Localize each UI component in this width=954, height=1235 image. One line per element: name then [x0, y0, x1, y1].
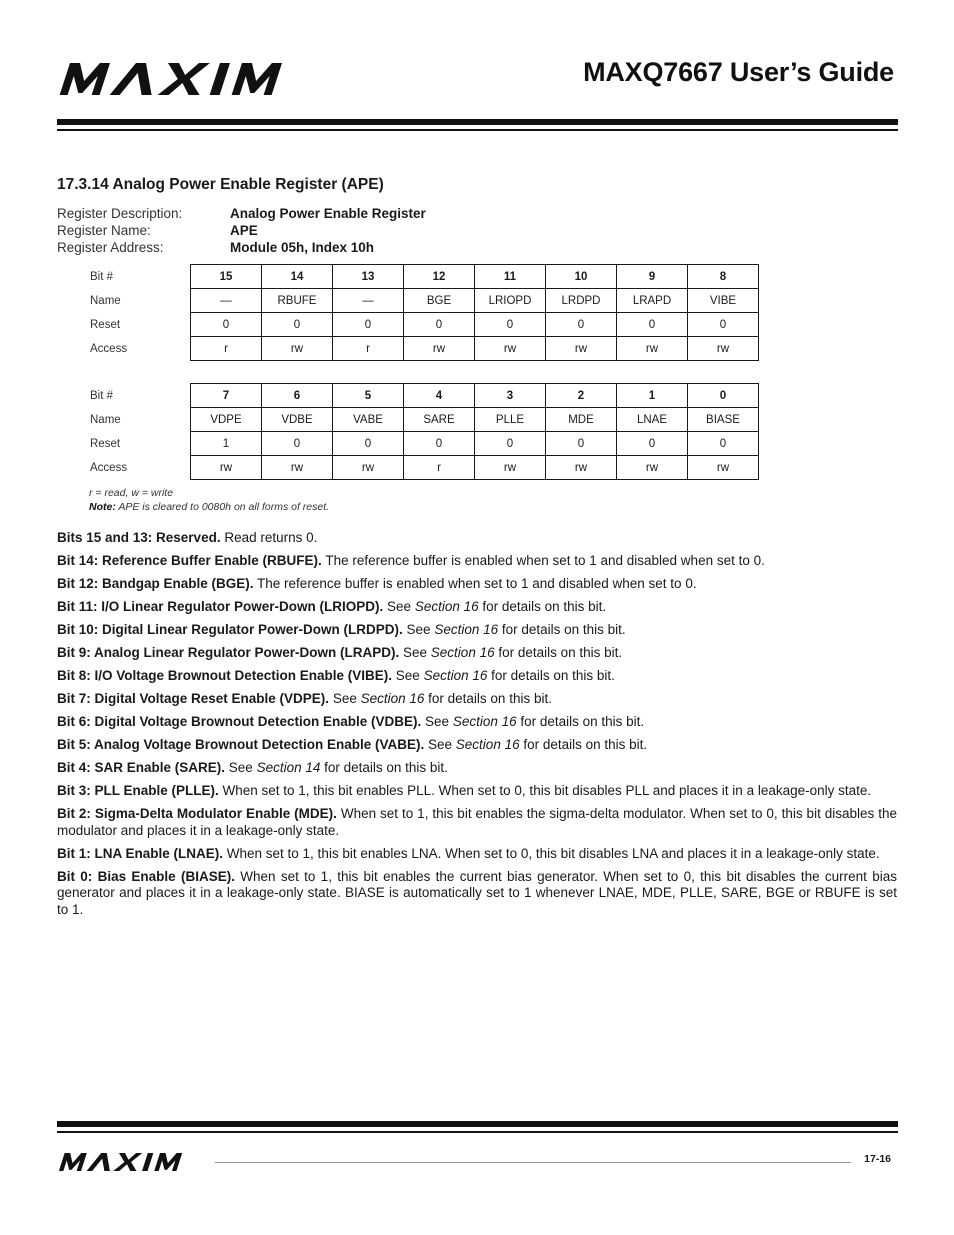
bit-description-text: See [329, 691, 361, 706]
bit-name-row-label: Name [90, 294, 121, 307]
bit-description-text: See [424, 737, 456, 752]
access-type-cell: rw [688, 337, 759, 361]
bit-description [57, 806, 897, 839]
header-rule-thick [57, 119, 898, 125]
page-number: 17-16 [864, 1153, 891, 1165]
bit-descriptions [57, 530, 897, 925]
access-type-cell: rw [262, 456, 333, 480]
register-info [57, 205, 426, 256]
maxim-footer-logo [58, 1153, 206, 1171]
bit-description-text: See [225, 760, 257, 775]
reset-value-cell: 0 [262, 432, 333, 456]
bit-number-row-label: Bit # [90, 389, 114, 402]
bit-name-cell: RBUFE [262, 289, 333, 313]
reset-note [89, 500, 329, 514]
bit-description [57, 668, 897, 685]
bit-description [57, 691, 897, 708]
bit-name-row [90, 289, 759, 313]
bit-number-cell: 15 [191, 265, 262, 289]
section-reference: Section 16 [455, 737, 520, 752]
bit-description-title: Bits 15 and 13: Reserved. [57, 530, 221, 545]
access-type-cell: rw [333, 456, 404, 480]
access-type-cell: r [404, 456, 475, 480]
bit-number-cell: 6 [262, 384, 333, 408]
bit-name-cell: LRDPD [546, 289, 617, 313]
section-heading: 17.3.14 Analog Power Enable Register (APE) [57, 176, 384, 193]
bit-description-title: Bit 4: SAR Enable (SARE). [57, 760, 226, 775]
access-type-cell: rw [475, 337, 546, 361]
register-name-label: Register Name: [57, 223, 151, 238]
access-type-cell: r [191, 337, 262, 361]
register-description-label: Register Description: [57, 206, 183, 221]
reset-value-cell: 0 [475, 313, 546, 337]
reset-value-cell: 0 [262, 313, 333, 337]
reset-value-cell: 1 [191, 432, 262, 456]
table-legend [89, 486, 329, 514]
access-type-cell: rw [404, 337, 475, 361]
bit-description [57, 846, 897, 863]
bit-description [57, 714, 897, 731]
bit-description-text: See [402, 622, 435, 637]
bit-name-row [90, 408, 759, 432]
bit-name-cell: VDBE [262, 408, 333, 432]
bit-description-text: When set to 1, this bit enables LNA. When set to 0, this bit disables LNA and places it in a leakage-only state. [223, 845, 880, 861]
bit-number-cell: 13 [333, 265, 404, 289]
access-type-row-label: Access [90, 342, 128, 355]
bit-description-tail: for details on this bit. [519, 737, 648, 752]
reset-value-cell: 0 [404, 313, 475, 337]
bit-number-cell: 11 [475, 265, 546, 289]
bit-number-cell: 9 [617, 265, 688, 289]
bit-description-title: Bit 5: Analog Voltage Brownout Detection Enable (VABE). [57, 737, 425, 752]
bit-description [57, 737, 897, 754]
bit-name-cell: VIBE [688, 289, 759, 313]
register-address-label: Register Address: [57, 240, 164, 255]
bit-description [57, 869, 897, 919]
bit-number-cell: 5 [333, 384, 404, 408]
note-label: Note: [89, 501, 116, 513]
bit-description-tail: for details on this bit. [424, 691, 552, 706]
section-reference: Section 16 [452, 714, 517, 729]
bit-description-title: Bit 9: Analog Linear Regulator Power-Down (LRAPD). [57, 645, 400, 660]
access-type-cell: r [333, 337, 404, 361]
bit-name-cell: — [333, 289, 404, 313]
bit-name-cell: — [191, 289, 262, 313]
section-reference: Section 16 [423, 668, 488, 683]
bit-description [57, 760, 897, 777]
bit-description-title: Bit 3: PLL Enable (PLLE). [57, 783, 219, 798]
bit-number-cell: 4 [404, 384, 475, 408]
reset-value-cell: 0 [688, 432, 759, 456]
access-type-row-label: Access [90, 461, 128, 474]
bit-description-text: Read returns 0. [220, 530, 318, 545]
bit-number-cell: 1 [617, 384, 688, 408]
access-type-cell: rw [191, 456, 262, 480]
bit-number-row [90, 384, 759, 408]
access-type-cell: rw [617, 337, 688, 361]
section-reference: Section 16 [360, 691, 425, 706]
bit-description-title: Bit 1: LNA Enable (LNAE). [57, 845, 224, 861]
bit-description-title: Bit 2: Sigma-Delta Modulator Enable (MDE). [57, 806, 337, 821]
bit-description-title: Bit 6: Digital Voltage Brownout Detection Enable (VDBE). [57, 714, 422, 729]
bit-description [57, 783, 897, 800]
bit-description-tail: for details on this bit. [478, 599, 607, 614]
reset-value-cell: 0 [546, 313, 617, 337]
footer-rule-thin [57, 1131, 898, 1133]
footer-line [215, 1162, 851, 1163]
bit-name-cell: VDPE [191, 408, 262, 432]
bit-name-cell: BGE [404, 289, 475, 313]
register-address-row [57, 239, 426, 256]
access-type-cell: rw [546, 337, 617, 361]
bit-name-cell: LRIOPD [475, 289, 546, 313]
register-address-value: Module 05h, Index 10h [230, 240, 375, 255]
footer-rule-thick [57, 1121, 898, 1127]
bit-description [57, 645, 897, 662]
reset-value-cell: 0 [617, 313, 688, 337]
register-name-row [57, 222, 426, 239]
access-type-cell: rw [262, 337, 333, 361]
bit-description [57, 576, 897, 593]
section-reference: Section 14 [256, 760, 321, 775]
section-reference: Section 16 [434, 622, 499, 637]
access-type-cell: rw [688, 456, 759, 480]
bit-number-row-label: Bit # [90, 270, 114, 283]
register-name-value: APE [230, 223, 258, 238]
bit-name-cell: LNAE [617, 408, 688, 432]
reset-value-row-label: Reset [90, 437, 121, 450]
bit-description-tail: for details on this bit. [487, 668, 615, 683]
reset-value-row [90, 313, 759, 337]
bit-description [57, 553, 897, 570]
bit-number-cell: 14 [262, 265, 333, 289]
bit-number-row [90, 265, 759, 289]
document-title: MAXQ7667 User’s Guide [583, 57, 894, 87]
note-text: APE is cleared to 0080h on all forms of reset. [115, 501, 330, 513]
bit-name-cell: PLLE [475, 408, 546, 432]
bit-name-cell: SARE [404, 408, 475, 432]
bit-name-cell: BIASE [688, 408, 759, 432]
reset-value-cell: 0 [404, 432, 475, 456]
register-description-value: Analog Power Enable Register [230, 206, 426, 221]
access-type-row [90, 337, 759, 361]
bit-description-text: The reference buffer is enabled when set to 1 and disabled when set to 0. [321, 553, 765, 568]
bit-description-title: Bit 11: I/O Linear Regulator Power-Down (LRIOPD). [57, 599, 384, 614]
bit-description [57, 622, 897, 639]
maxim-logo [58, 63, 325, 95]
bit-description-text: See [392, 668, 424, 683]
bit-description-title: Bit 8: I/O Voltage Brownout Detection Enable (VIBE). [57, 668, 393, 683]
access-key: r = read, w = write [89, 487, 174, 499]
reset-value-row-label: Reset [90, 318, 121, 331]
bit-name-cell: LRAPD [617, 289, 688, 313]
header-rule-thin [57, 129, 898, 131]
bit-description-tail: for details on this bit. [516, 714, 645, 729]
bit-description-text: When set to 1, this bit enables the current bias generator. When set to 0, this bit disables the current bias generator and places it in a leakage-only state. BIASE is automatically set to 1 whenever LNAE, MDE, PLLE, SARE, BGE or RBUFE is set to 1. [57, 868, 897, 917]
bit-number-cell: 10 [546, 265, 617, 289]
register-description-row [57, 205, 426, 222]
bit-description-title: Bit 0: Bias Enable (BIASE). [57, 868, 235, 884]
bit-description-text: See [383, 599, 415, 614]
bit-description-title: Bit 7: Digital Voltage Reset Enable (VDPE). [57, 691, 330, 706]
reset-value-cell: 0 [333, 313, 404, 337]
access-type-cell: rw [546, 456, 617, 480]
reset-value-cell: 0 [191, 313, 262, 337]
bit-number-cell: 3 [475, 384, 546, 408]
bit-table-low [90, 383, 759, 480]
access-type-cell: rw [475, 456, 546, 480]
bit-description-text: See [399, 645, 431, 660]
bit-name-row-label: Name [90, 413, 121, 426]
bit-description-title: Bit 14: Reference Buffer Enable (RBUFE). [57, 553, 322, 568]
bit-description-text: The reference buffer is enabled when set to 1 and disabled when set to 0. [253, 576, 697, 591]
bit-number-cell: 2 [546, 384, 617, 408]
bit-description-text: See [421, 714, 453, 729]
bit-description [57, 530, 897, 547]
bit-name-cell: VABE [333, 408, 404, 432]
bit-number-cell: 0 [688, 384, 759, 408]
bit-number-cell: 8 [688, 265, 759, 289]
reset-value-cell: 0 [688, 313, 759, 337]
access-type-cell: rw [617, 456, 688, 480]
bit-description-tail: for details on this bit. [498, 622, 626, 637]
reset-value-cell: 0 [475, 432, 546, 456]
bit-description-text: When set to 1, this bit enables PLL. When set to 0, this bit disables PLL and places it in a leakage-only state. [218, 783, 872, 798]
section-reference: Section 16 [430, 645, 495, 660]
bit-number-cell: 12 [404, 265, 475, 289]
reset-value-cell: 0 [333, 432, 404, 456]
bit-number-cell: 7 [191, 384, 262, 408]
section-reference: Section 16 [414, 599, 479, 614]
access-type-row [90, 456, 759, 480]
bit-description-tail: for details on this bit. [320, 760, 448, 775]
bit-description [57, 599, 897, 616]
bit-description-tail: for details on this bit. [494, 645, 623, 660]
bit-name-cell: MDE [546, 408, 617, 432]
bit-description-text: When set to 1, this bit enables the sigma-delta modulator. When set to 0, this bit disables the modulator and places it in a leakage-only state. [57, 806, 897, 838]
reset-value-cell: 0 [546, 432, 617, 456]
bit-description-title: Bit 10: Digital Linear Regulator Power-Down (LRDPD). [57, 622, 403, 637]
bit-table-high [90, 264, 759, 361]
reset-value-cell: 0 [617, 432, 688, 456]
bit-description-title: Bit 12: Bandgap Enable (BGE). [57, 576, 254, 591]
reset-value-row [90, 432, 759, 456]
